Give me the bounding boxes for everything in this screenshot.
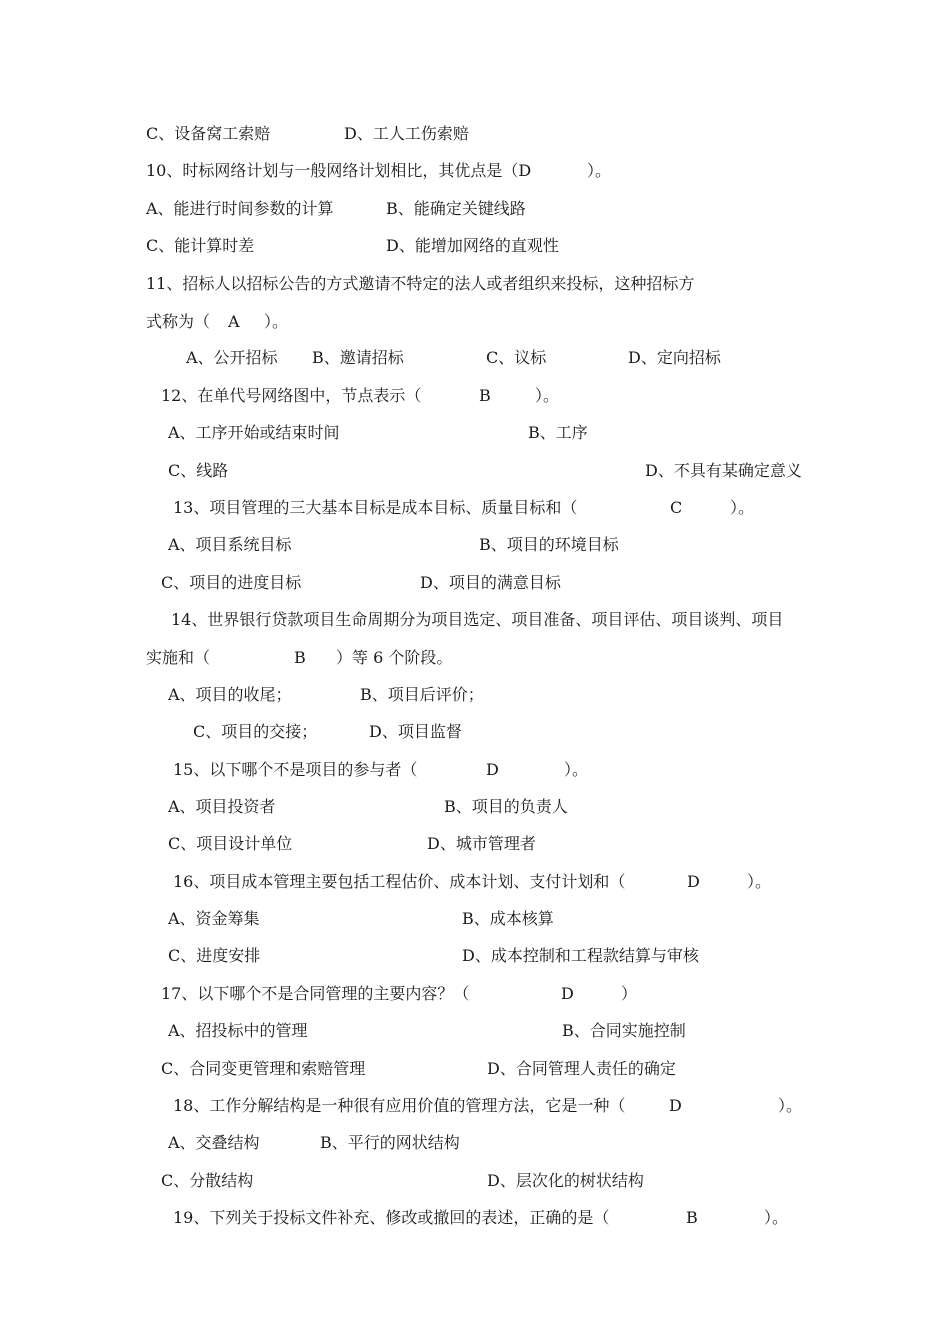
option-b: B、平行的网状结构 <box>320 1133 460 1152</box>
option-c: C、进度安排 <box>168 946 261 965</box>
question-line <box>173 498 755 518</box>
question-line <box>161 386 560 406</box>
question-line <box>146 648 453 668</box>
option-a: A、工序开始或结束时间 <box>168 423 340 442</box>
option-c: C、合同变更管理和索赔管理 <box>161 1059 366 1078</box>
option-d: D、合同管理人责任的确定 <box>487 1059 676 1078</box>
option-c: C、线路 <box>168 461 229 480</box>
question-text: 实施和（ <box>146 648 211 667</box>
question-line <box>146 312 289 332</box>
option-line <box>161 1059 676 1079</box>
question-close: ）。 <box>747 872 772 891</box>
question-line <box>173 872 772 892</box>
option-b: B、成本核算 <box>462 909 554 928</box>
question-line <box>146 161 612 181</box>
option-d: D、项目的满意目标 <box>420 573 561 592</box>
question-text: 14、世界银行贷款项目生命周期分为项目选定、项目准备、项目评估、项目谈判、项目 <box>171 610 784 629</box>
option-a: A、能进行时间参数的计算 <box>146 199 334 218</box>
answer-letter: D <box>669 1096 682 1115</box>
option-a: A、项目系统目标 <box>168 535 292 554</box>
option-d: D、成本控制和工程款结算与审核 <box>462 946 699 965</box>
answer-letter: B <box>479 386 491 405</box>
option-a: A、项目的收尾； <box>168 685 292 704</box>
option-line <box>146 236 559 256</box>
option-line <box>168 797 568 817</box>
option-line <box>168 535 619 555</box>
option-c: C、议标 <box>486 348 547 367</box>
option-b: B、工序 <box>528 423 588 442</box>
option-a: A、公开招标 <box>186 348 278 367</box>
option-c: C、分散结构 <box>161 1171 254 1190</box>
question-close: ）。 <box>778 1096 803 1115</box>
option-d: D、城市管理者 <box>427 834 536 853</box>
question-line <box>173 760 589 780</box>
option-d: D、不具有某确定意义 <box>645 461 802 480</box>
question-line <box>173 1208 789 1228</box>
option-line <box>168 946 699 966</box>
answer-letter: C <box>670 498 683 517</box>
option-a: A、招投标中的管理 <box>168 1021 308 1040</box>
option-c: C、项目的进度目标 <box>161 573 302 592</box>
question-close: ）。 <box>564 760 589 779</box>
option-line <box>193 722 462 742</box>
question-line <box>171 610 784 630</box>
option-line <box>168 685 484 705</box>
question-text: 11、招标人以招标公告的方式邀请不特定的法人或者组织来投标，这种招标方 <box>146 274 695 293</box>
question-close: ）。 <box>535 386 560 405</box>
answer-letter: D <box>687 872 700 891</box>
option-b: B、合同实施控制 <box>562 1021 686 1040</box>
option-b: B、能确定关键线路 <box>386 199 526 218</box>
question-line <box>146 274 695 294</box>
option-line <box>161 1171 644 1191</box>
option-line <box>168 1021 686 1041</box>
question-close: ） <box>621 984 638 1003</box>
option-b: B、项目的环境目标 <box>479 535 619 554</box>
question-close: ）。 <box>264 312 289 331</box>
question-text: 19、下列关于投标文件补充、修改或撤回的表述，正确的是（ <box>173 1208 610 1227</box>
option-c: C、能计算时差 <box>146 236 255 255</box>
answer-letter: A <box>228 312 240 331</box>
question-close: ）。 <box>587 161 612 180</box>
answer-letter: B <box>686 1208 698 1227</box>
option-b: B、项目的负责人 <box>444 797 568 816</box>
question-close: ）。 <box>764 1208 789 1227</box>
option-line <box>168 1133 460 1153</box>
option-line <box>161 573 561 593</box>
question-text: 10、时标网络计划与一般网络计划相比，其优点是（D <box>146 161 532 180</box>
option-d: D、层次化的树状结构 <box>487 1171 644 1190</box>
option-a: A、交叠结构 <box>168 1133 260 1152</box>
question-text: 式称为（ <box>146 312 211 331</box>
question-text: 15、以下哪个不是项目的参与者（ <box>173 760 418 779</box>
option-line <box>186 348 721 368</box>
question-line <box>173 1096 803 1116</box>
option-d: D、项目监督 <box>369 722 462 741</box>
question-text: 16、项目成本管理主要包括工程估价、成本计划、支付计划和（ <box>173 872 626 891</box>
option-a: A、项目投资者 <box>168 797 276 816</box>
answer-letter: D <box>486 760 499 779</box>
option-line <box>168 423 588 443</box>
option-b: B、邀请招标 <box>312 348 404 367</box>
option-c: C、设备窝工索赔 <box>146 124 271 143</box>
option-c: C、项目设计单位 <box>168 834 293 853</box>
answer-letter: D <box>561 984 574 1003</box>
question-text: 17、以下哪个不是合同管理的主要内容？（ <box>161 984 470 1003</box>
option-d: D、定向招标 <box>628 348 721 367</box>
option-line <box>168 834 536 854</box>
question-line <box>161 984 638 1004</box>
option-d: D、能增加网络的直观性 <box>386 236 559 255</box>
answer-letter: B <box>294 648 306 667</box>
option-line <box>146 199 526 219</box>
question-close: ）等 6 个阶段。 <box>336 648 453 667</box>
option-line <box>168 461 802 481</box>
option-b: B、项目后评价； <box>360 685 484 704</box>
option-d: D、工人工伤索赔 <box>344 124 469 143</box>
option-line <box>168 909 554 929</box>
option-c: C、项目的交接； <box>193 722 318 741</box>
option-a: A、资金筹集 <box>168 909 260 928</box>
question-text: 18、工作分解结构是一种很有应用价值的管理方法，它是一种（ <box>173 1096 626 1115</box>
question-close: ）。 <box>730 498 755 517</box>
option-line <box>146 124 469 144</box>
question-text: 13、项目管理的三大基本目标是成本目标、质量目标和（ <box>173 498 578 517</box>
question-text: 12、在单代号网络图中，节点表示（ <box>161 386 422 405</box>
